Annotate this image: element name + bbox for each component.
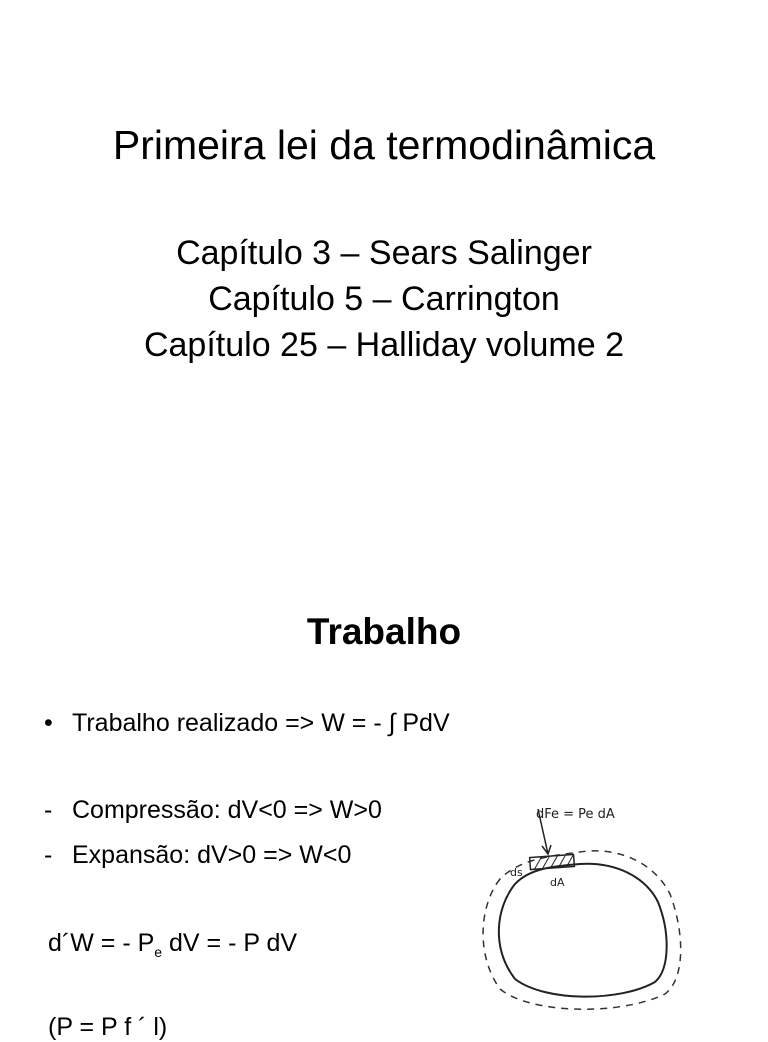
reference-line: Capítulo 3 – Sears Salinger [176, 234, 592, 272]
work-equation [48, 928, 297, 967]
dash-item [44, 840, 351, 870]
ds-label: ds [510, 866, 523, 879]
slide-title: Primeira lei da termodinâmica [112, 122, 656, 168]
cut-off-line: (P = P f ´ l) [48, 1013, 168, 1041]
dash-marker: - [44, 841, 53, 869]
bullet-item [44, 708, 450, 738]
equation-part: dV = - P dV [162, 929, 298, 957]
equation-part: d´W = - P [48, 929, 155, 957]
slide-title: Trabalho [306, 611, 462, 652]
bullet-text: Trabalho realizado => W = - ∫ PdV [72, 709, 450, 737]
system-surface [499, 864, 667, 997]
da-label: dA [550, 876, 565, 889]
reference-line: Capítulo 5 – Carrington [208, 280, 560, 318]
slide-1 [0, 0, 768, 512]
force-label: dFe = Pe dA [536, 807, 615, 822]
dash-text: Compressão: dV<0 => W>0 [72, 796, 382, 824]
bullet-marker: • [44, 709, 53, 737]
equation-subscript: e [154, 944, 163, 960]
area-element [530, 854, 575, 869]
references-list [0, 230, 768, 368]
slide-2 [0, 512, 768, 1041]
dash-text: Expansão: dV>0 => W<0 [72, 841, 352, 869]
reference-line: Capítulo 25 – Halliday volume 2 [143, 326, 625, 364]
dash-item [44, 795, 382, 825]
system-boundary-sketch [470, 784, 690, 1014]
dash-marker: - [44, 796, 53, 824]
